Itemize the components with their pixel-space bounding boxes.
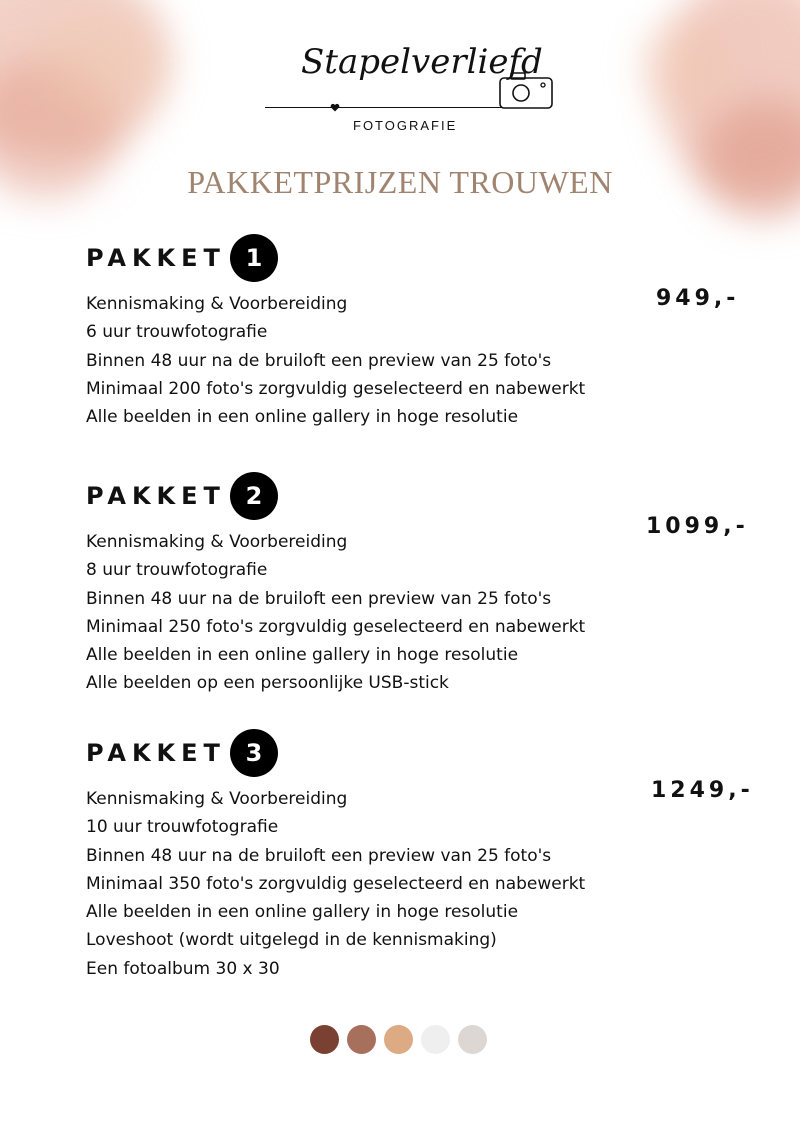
- list-item: 8 uur trouwfotografie: [86, 560, 268, 581]
- list-item: Binnen 48 uur na de bruiloft een preview van 25 foto's: [86, 588, 552, 609]
- brand-subtitle: FOTOGRAFIE: [353, 118, 458, 133]
- list-item: Kennismaking & Voorbereiding: [86, 294, 348, 314]
- package-heading: [86, 234, 766, 282]
- list-item: Alle beelden in een online gallery in hoge resolutie: [86, 902, 519, 923]
- list-item: Alle beelden in een online gallery in hoge resolutie: [86, 645, 519, 666]
- list-item: 10 uur trouwfotografie: [86, 817, 279, 838]
- list-item: Binnen 48 uur na de bruiloft een preview van 25 foto's: [86, 350, 552, 371]
- package-label: PAKKET: [86, 739, 226, 767]
- list-item: Minimaal 200 foto's zorgvuldig geselecteerd en nabewerkt: [86, 378, 586, 399]
- package-3: [86, 729, 766, 983]
- color-swatch: [421, 1025, 450, 1054]
- list-item: 6 uur trouwfotografie: [86, 322, 268, 343]
- package-1-price: 949,-: [656, 286, 740, 311]
- package-number-badge: 3: [230, 729, 278, 777]
- package-label: PAKKET: [86, 482, 226, 510]
- package-number-badge: 1: [230, 234, 278, 282]
- list-item: Loveshoot (wordt uitgelegd in de kennismaking): [86, 930, 497, 951]
- list-item: Minimaal 250 foto's zorgvuldig geselecteerd en nabewerkt: [86, 616, 586, 637]
- list-item: Alle beelden op een persoonlijke USB-stick: [86, 673, 449, 694]
- list-item: Kennismaking & Voorbereiding: [86, 532, 348, 552]
- list-item: Binnen 48 uur na de bruiloft een preview van 25 foto's: [86, 845, 552, 866]
- package-1: [86, 234, 766, 431]
- page-title: PAKKETPRIJZEN TROUWEN: [187, 164, 613, 200]
- color-swatch: [458, 1025, 487, 1054]
- package-heading: [86, 472, 766, 520]
- list-item: Alle beelden in een online gallery in hoge resolutie: [86, 407, 519, 428]
- list-item: Een fotoalbum 30 x 30: [86, 958, 280, 979]
- list-item: Minimaal 350 foto's zorgvuldig geselecteerd en nabewerkt: [86, 873, 586, 894]
- package-features: [86, 290, 766, 431]
- color-swatch: [310, 1025, 339, 1054]
- brand-name: Stapelverliefd: [301, 42, 543, 82]
- package-heading: [86, 729, 766, 777]
- package-2: [86, 472, 766, 698]
- heart-icon: [330, 103, 340, 112]
- color-palette: [310, 1025, 487, 1054]
- package-3-price: 1249,-: [651, 778, 754, 803]
- color-swatch: [384, 1025, 413, 1054]
- list-item: Kennismaking & Voorbereiding: [86, 789, 348, 809]
- camera-icon: [497, 70, 555, 112]
- logo-underline: [265, 107, 503, 108]
- color-swatch: [347, 1025, 376, 1054]
- package-number-badge: 2: [230, 472, 278, 520]
- package-2-price: 1099,-: [646, 514, 749, 539]
- package-label: PAKKET: [86, 244, 226, 272]
- package-features: [86, 528, 766, 698]
- package-features: [86, 785, 766, 983]
- brand-logo: [265, 34, 555, 134]
